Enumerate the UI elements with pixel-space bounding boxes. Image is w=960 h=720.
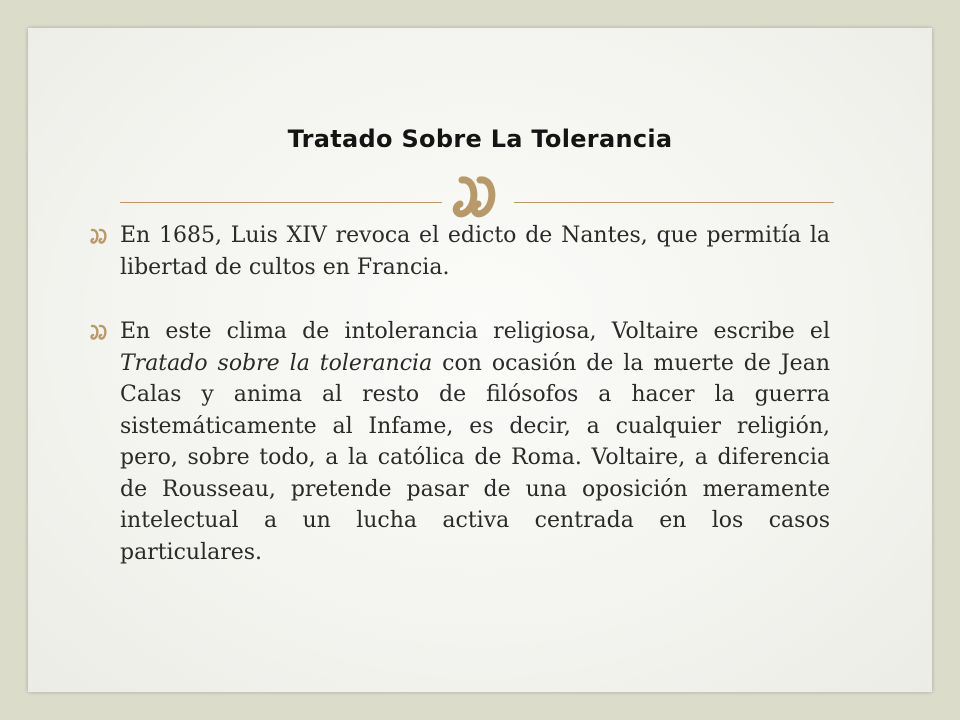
divider-line-right [514, 202, 834, 203]
slide-body [88, 220, 830, 568]
slide-title: Tratado Sobre La Tolerancia [287, 125, 673, 153]
double-flourish-bullet-icon [88, 227, 112, 245]
bullet-text-before: En este clima de intolerancia religiosa, Voltaire escribe el [120, 319, 830, 344]
bullet-text: En 1685, Luis XIV revoca el edicto de Nantes, que permitía la libertad de cultos en Francia. [120, 223, 830, 280]
divider-line-left [120, 202, 442, 203]
double-flourish-bullet-icon [88, 323, 112, 341]
bullet-item [88, 316, 830, 568]
bullet-text-after: con ocasión de la muerte de Jean Calas y anima al resto de filósofos a hacer la guerra sistemáticamente al Infame, es decir, a cualquier religión, pero, sobre todo, a la católica de Roma. Voltaire, a diferencia de Rousseau, pretende pasar de una oposición meramente intelectual a un lucha activa centrada en los casos particulares. [120, 350, 830, 565]
book-title-italic: Tratado sobre la tolerancia [120, 350, 433, 376]
bullet-item [88, 220, 830, 283]
